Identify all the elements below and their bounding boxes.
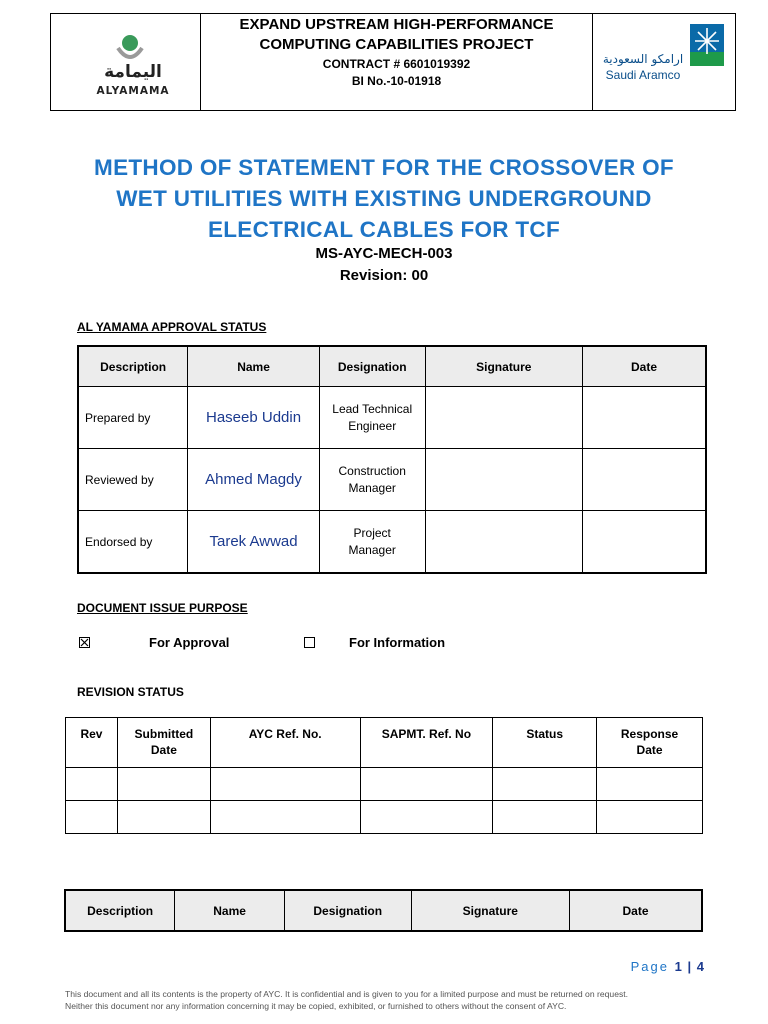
issue-purpose-label: DOCUMENT ISSUE PURPOSE bbox=[77, 601, 248, 615]
table-row bbox=[66, 801, 703, 834]
aramco-arabic-wordmark: ارامكو السعودية bbox=[602, 52, 684, 66]
for-information-checkbox[interactable] bbox=[304, 637, 315, 648]
header-text: Date bbox=[636, 743, 663, 757]
bottom-signature-table bbox=[64, 889, 703, 932]
header-text: Date bbox=[150, 743, 177, 757]
header-text: Submitted bbox=[134, 727, 194, 741]
for-approval-checkbox[interactable] bbox=[79, 637, 90, 648]
row-signature bbox=[425, 449, 582, 511]
header-text: Response bbox=[620, 727, 679, 741]
document-number: MS-AYC-MECH-003 bbox=[315, 245, 453, 262]
table-row bbox=[66, 768, 703, 801]
row-date bbox=[583, 449, 706, 511]
col-status bbox=[493, 718, 597, 768]
table-cell bbox=[360, 768, 493, 801]
header-text: SAPMT. Ref. No bbox=[381, 727, 472, 741]
page-number bbox=[631, 959, 704, 974]
col-ayc-ref bbox=[210, 718, 360, 768]
col-submitted-date bbox=[117, 718, 210, 768]
revision-header-row bbox=[66, 718, 703, 768]
row-date bbox=[583, 511, 706, 574]
col-designation: Designation bbox=[284, 890, 411, 931]
project-title-line1: EXPAND UPSTREAM HIGH-PERFORMANCE bbox=[239, 16, 554, 33]
table-row bbox=[78, 449, 706, 511]
row-name: Tarek Awwad bbox=[188, 511, 320, 574]
designation-line1: Project bbox=[353, 525, 391, 540]
col-sapmt-ref bbox=[360, 718, 493, 768]
row-description: Endorsed by bbox=[78, 511, 188, 574]
header-text: AYC Ref. No. bbox=[248, 727, 322, 741]
confidentiality-footer bbox=[65, 988, 725, 1012]
page-separator: | bbox=[687, 959, 692, 974]
footer-line1: This document and all its contents is the property of AYC. It is confidential and is given to you for a limited purpose and must be returned on request. bbox=[65, 989, 629, 999]
alyamama-arabic-wordmark: اليمامة bbox=[104, 62, 162, 82]
page-total: 4 bbox=[696, 959, 704, 974]
contract-number: CONTRACT # 6601019392 bbox=[322, 57, 471, 71]
designation-line1: Construction bbox=[338, 463, 406, 478]
project-info bbox=[201, 14, 593, 110]
approval-status-label: AL YAMAMA APPROVAL STATUS bbox=[77, 320, 267, 334]
row-description: Reviewed by bbox=[78, 449, 188, 511]
aramco-english-wordmark: Saudi Aramco bbox=[605, 68, 681, 82]
approval-table bbox=[77, 345, 707, 574]
for-approval-label: For Approval bbox=[149, 635, 230, 650]
col-rev bbox=[66, 718, 118, 768]
row-name: Haseeb Uddin bbox=[188, 387, 320, 449]
col-date: Date bbox=[570, 890, 702, 931]
table-cell bbox=[597, 801, 703, 834]
col-designation: Designation bbox=[319, 346, 425, 387]
col-signature: Signature bbox=[425, 346, 582, 387]
checked-x-icon bbox=[80, 638, 89, 647]
document-title bbox=[40, 152, 728, 245]
revision-status-label: REVISION STATUS bbox=[77, 685, 184, 699]
table-cell bbox=[66, 801, 118, 834]
table-cell bbox=[360, 801, 493, 834]
aramco-star-icon bbox=[690, 24, 724, 66]
col-response-date bbox=[597, 718, 703, 768]
table-cell bbox=[597, 768, 703, 801]
row-signature bbox=[425, 387, 582, 449]
title-line2: WET UTILITIES WITH EXISTING UNDERGROUND bbox=[116, 186, 652, 211]
row-description: Prepared by bbox=[78, 387, 188, 449]
revision-table bbox=[65, 717, 703, 834]
table-cell bbox=[117, 768, 210, 801]
row-designation bbox=[319, 511, 425, 574]
designation-line2: Manager bbox=[348, 542, 396, 557]
for-information-label: For Information bbox=[349, 635, 446, 650]
title-line3: ELECTRICAL CABLES FOR TCF bbox=[207, 217, 561, 242]
table-row bbox=[78, 511, 706, 574]
header-text: Status bbox=[526, 727, 564, 741]
bottom-header-row bbox=[65, 890, 702, 931]
saudi-aramco-logo bbox=[593, 14, 735, 110]
footer-line2: Neither this document nor any information concerning it may be copied, exhibited, or furnished to others without the consent of AYC. bbox=[65, 1001, 567, 1011]
page-current: 1 bbox=[674, 959, 682, 974]
document-header bbox=[50, 13, 736, 111]
approval-header-row bbox=[78, 346, 706, 387]
table-row bbox=[78, 387, 706, 449]
designation-line2: Engineer bbox=[348, 418, 397, 433]
alyamama-english-wordmark: ALYAMAMA bbox=[96, 85, 170, 97]
alyamama-emblem-icon bbox=[113, 32, 147, 66]
page-word: Page bbox=[630, 959, 670, 974]
row-designation bbox=[319, 387, 425, 449]
bi-number: BI No.-10-01918 bbox=[351, 74, 442, 88]
header-text: Rev bbox=[80, 727, 103, 741]
title-line1: METHOD OF STATEMENT FOR THE CROSSOVER OF bbox=[94, 155, 674, 180]
designation-line2: Manager bbox=[348, 480, 396, 495]
project-title-line2: COMPUTING CAPABILITIES PROJECT bbox=[259, 36, 534, 53]
col-date: Date bbox=[583, 346, 706, 387]
designation-line1: Lead Technical bbox=[332, 401, 413, 416]
alyamama-logo bbox=[51, 14, 201, 110]
col-name: Name bbox=[175, 890, 285, 931]
table-cell bbox=[210, 768, 360, 801]
col-description: Description bbox=[78, 346, 188, 387]
row-name: Ahmed Magdy bbox=[188, 449, 320, 511]
table-cell bbox=[210, 801, 360, 834]
table-cell bbox=[493, 801, 597, 834]
row-date bbox=[583, 387, 706, 449]
col-name: Name bbox=[188, 346, 320, 387]
row-designation bbox=[319, 449, 425, 511]
col-signature: Signature bbox=[411, 890, 569, 931]
col-description: Description bbox=[65, 890, 175, 931]
table-cell bbox=[66, 768, 118, 801]
revision-number: Revision: 00 bbox=[339, 267, 429, 284]
table-cell bbox=[117, 801, 210, 834]
table-cell bbox=[493, 768, 597, 801]
row-signature bbox=[425, 511, 582, 574]
